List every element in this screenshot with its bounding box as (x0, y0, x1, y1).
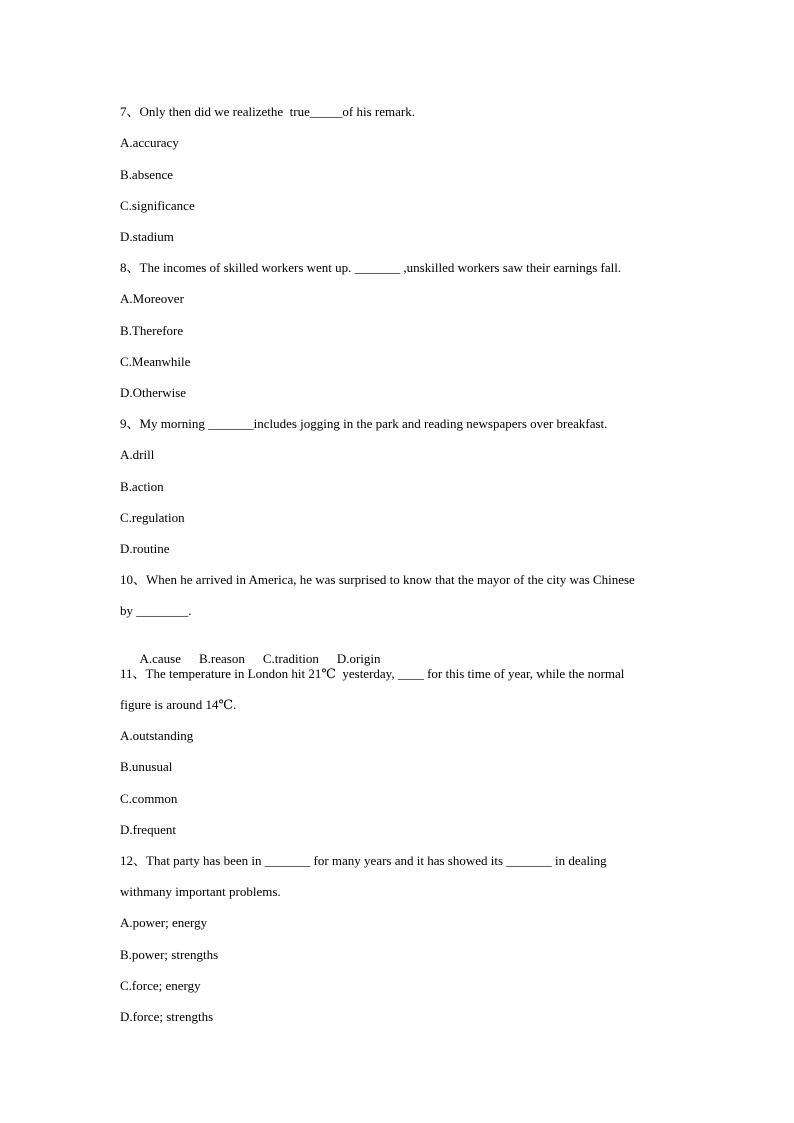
question-10-option-b: B.reason (199, 651, 245, 666)
question-9-option-d: D.routine (120, 541, 170, 556)
question-12-option-b: B.power; strengths (120, 947, 219, 962)
question-10-option-a: A.cause (139, 651, 182, 666)
question-11-stem-line-1: 11、The temperature in London hit 21℃ yesterday, ____ for this time of year, while the normal (120, 666, 625, 681)
question-11-stem-line-2: figure is around 14℃. (120, 697, 237, 712)
question-10-stem-line-1: 10、When he arrived in America, he was surprised to know that the mayor of the city was Chinese (120, 572, 635, 587)
question-12-stem-line-1: 12、That party has been in _______ for many years and it has showed its _______ in dealing (120, 853, 607, 868)
question-7-option-c: C.significance (120, 198, 195, 213)
question-10-stem-line-2: by ________. (120, 603, 192, 618)
question-7-option-b: B.absence (120, 167, 174, 182)
question-12-stem-line-2: withmany important problems. (120, 884, 281, 899)
question-11-option-c: C.common (120, 791, 178, 806)
question-7-option-a: A.accuracy (120, 135, 179, 150)
question-11-option-a: A.outstanding (120, 728, 194, 743)
question-9-option-b: B.action (120, 479, 164, 494)
question-12-option-c: C.force; energy (120, 978, 201, 993)
question-8-option-a: A.Moreover (120, 291, 184, 306)
question-9-option-c: C.regulation (120, 510, 185, 525)
question-7-stem: 7、Only then did we realizethe true_____of his remark. (120, 104, 415, 119)
question-8-option-d: D.Otherwise (120, 385, 187, 400)
question-8-option-c: C.Meanwhile (120, 354, 191, 369)
question-8-option-b: B.Therefore (120, 323, 184, 338)
question-10-option-c: C.tradition (262, 651, 319, 666)
question-9-stem: 9、My morning _______includes jogging in the park and reading newspapers over breakfast. (120, 416, 608, 431)
question-9-option-a: A.drill (120, 447, 155, 462)
question-12-option-a: A.power; energy (120, 915, 208, 930)
question-8-stem: 8、The incomes of skilled workers went up. _______ ,unskilled workers saw their earnings fall. (120, 260, 622, 275)
question-11-option-b: B.unusual (120, 759, 173, 774)
question-11-option-d: D.frequent (120, 822, 176, 837)
question-7-option-d: D.stadium (120, 229, 174, 244)
question-10-option-d: D.origin (336, 651, 381, 666)
question-12-option-d: D.force; strengths (120, 1009, 214, 1024)
